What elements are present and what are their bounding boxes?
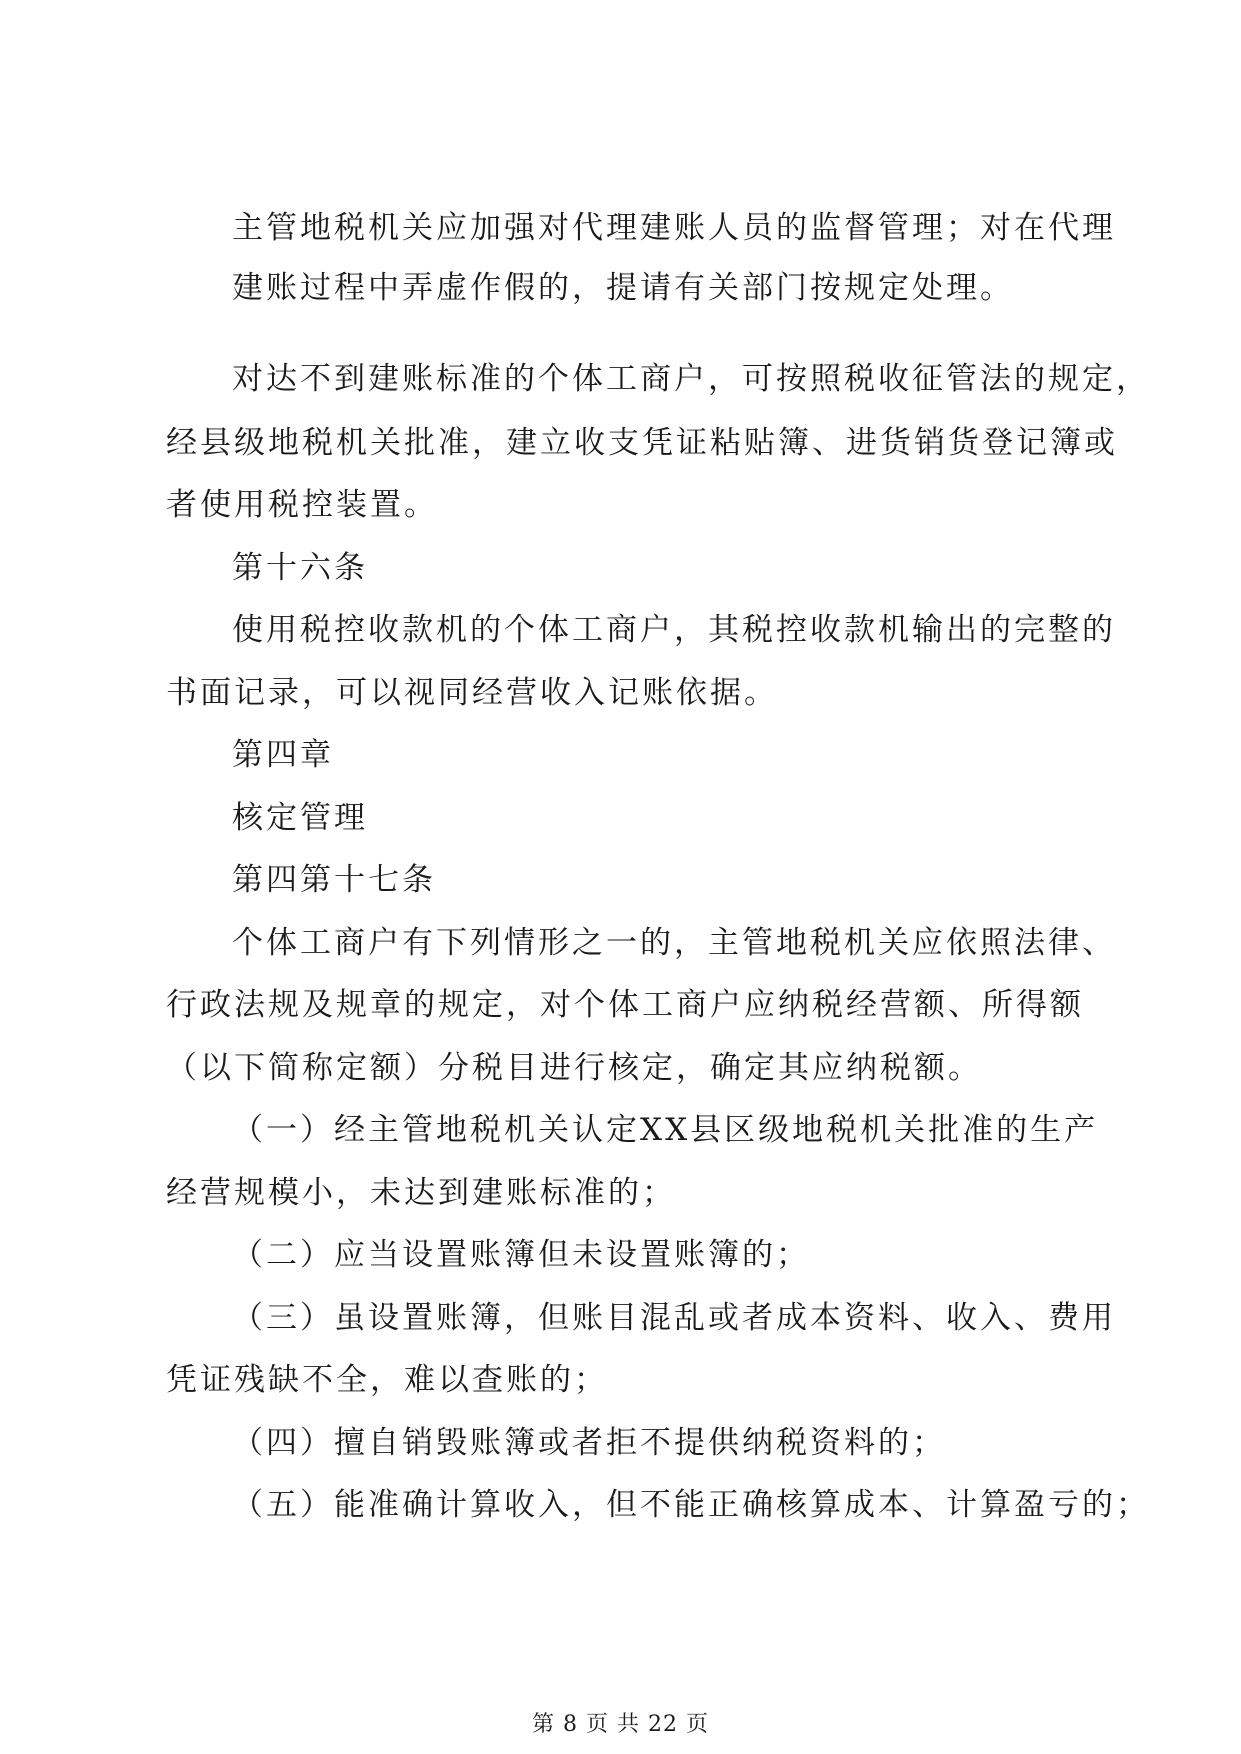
- paragraph-line: 行政法规及规章的规定，对个体工商户应纳税经营额、所得额: [166, 987, 1084, 1023]
- paragraph-line: 个体工商户有下列情形之一的，主管地税机关应依照法律、: [232, 925, 1116, 961]
- paragraph-line: 经营规模小，未达到建账标准的；: [166, 1175, 676, 1211]
- list-item: （一）经主管地税机关认定XX县区级地税机关批准的生产: [232, 1112, 1099, 1148]
- list-item: （五）能准确计算收入，但不能正确核算成本、计算盈亏的；: [232, 1487, 1150, 1523]
- paragraph-line: 者使用税控装置。: [166, 487, 438, 523]
- paragraph-line: 书面记录，可以视同经营收入记账依据。: [166, 675, 778, 711]
- article-heading: 第十六条: [232, 550, 368, 586]
- paragraph-line: 经县级地税机关批准，建立收支凭证粘贴簿、进货销货登记簿或: [166, 425, 1118, 461]
- paragraph-line: 使用税控收款机的个体工商户，其税控收款机输出的完整的: [232, 612, 1116, 648]
- paragraph-line: 凭证残缺不全，难以查账的；: [166, 1362, 608, 1398]
- page-footer: 第 8 页 共 22 页: [532, 1712, 709, 1737]
- article-heading: 第四第十七条: [232, 862, 436, 898]
- paragraph-line: 对达不到建账标准的个体工商户，可按照税收征管法的规定，: [232, 361, 1150, 397]
- chapter-heading: 第四章: [232, 737, 334, 773]
- list-item: （四）擅自销毁账簿或者拒不提供纳税资料的；: [232, 1425, 946, 1461]
- list-item: （二）应当设置账簿但未设置账簿的；: [232, 1237, 810, 1273]
- list-item: （三）虽设置账簿，但账目混乱或者成本资料、收入、费用: [232, 1300, 1116, 1336]
- paragraph-line: 主管地税机关应加强对代理建账人员的监督管理；对在代理: [232, 210, 1116, 246]
- paragraph-line: 建账过程中弄虚作假的，提请有关部门按规定处理。: [232, 270, 1014, 306]
- chapter-title: 核定管理: [232, 800, 368, 836]
- paragraph-line: （以下简称定额）分税目进行核定，确定其应纳税额。: [166, 1050, 982, 1086]
